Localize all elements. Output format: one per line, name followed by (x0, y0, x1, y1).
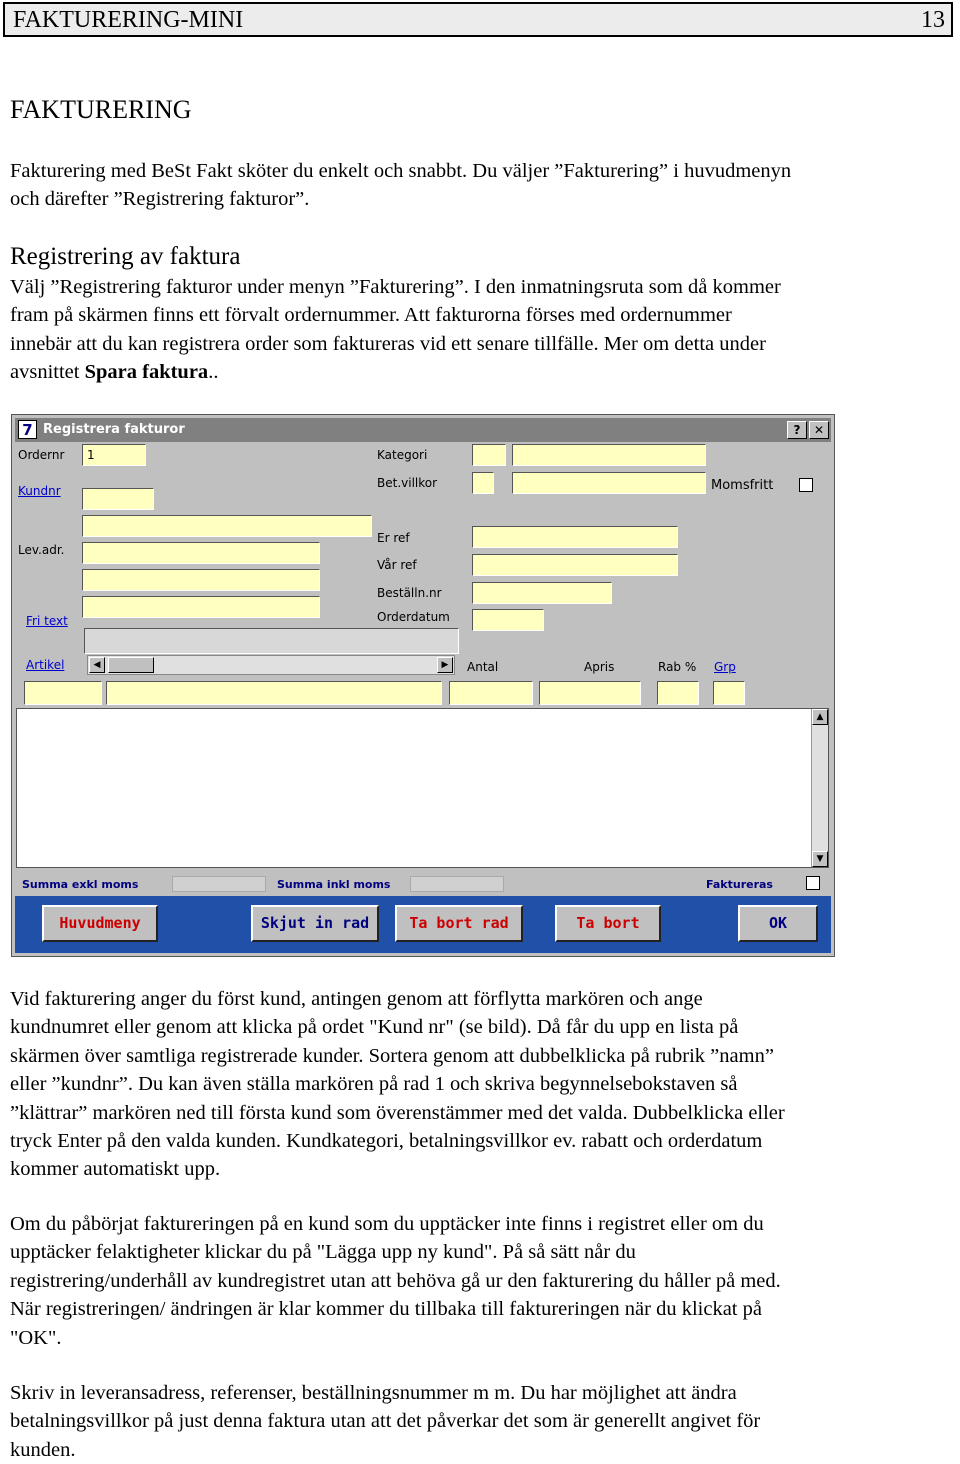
summa-exkl-field (172, 876, 266, 892)
customer-name-field[interactable] (82, 515, 372, 537)
bestallnr-label: Beställn.nr (377, 586, 442, 600)
text-line: betalningsvillkor på just denna faktura utan att det påverkar det som är generellt angivet för (10, 1410, 761, 1433)
ta-bort-rad-button[interactable]: Ta bort rad (395, 905, 523, 942)
antal-label: Antal (467, 660, 499, 674)
registration-paragraph (10, 273, 781, 387)
registrera-fakturor-window (11, 414, 835, 957)
button-bar (15, 896, 831, 953)
varref-label: Vår ref (377, 558, 417, 572)
kundnr-link[interactable]: Kundnr (18, 484, 61, 498)
scroll-down-icon[interactable]: ▼ (812, 851, 828, 867)
summa-inkl-label: Summa inkl moms (277, 878, 391, 891)
text-line: Välj ”Registrering fakturor under menyn ”Fakturering”. I den inmatningsruta som då kommer (10, 276, 781, 298)
text-line: eller ”kundnr”. Du kan även ställa markören på rad 1 och skriva begynnelsebokstaven så (10, 1073, 738, 1096)
window-titlebar (15, 418, 831, 442)
fritext-link[interactable]: Fri text (26, 614, 68, 628)
text-line: Skriv in leveransadress, referenser, beställningsnummer m m. Du har möjlighet att ändra (10, 1382, 737, 1404)
varref-field[interactable] (472, 554, 678, 576)
text-fragment: avsnittet (10, 361, 85, 384)
artikel-link[interactable]: Artikel (26, 658, 65, 672)
huvudmeny-button[interactable]: Huvudmeny (42, 905, 158, 942)
text-line: "OK". (10, 1326, 62, 1349)
apris-label: Apris (584, 660, 615, 674)
momsfritt-checkbox[interactable] (799, 478, 813, 492)
close-button[interactable]: ✕ (809, 421, 829, 439)
intro-paragraph (10, 157, 791, 214)
kategori-code-field[interactable] (472, 444, 506, 466)
summa-inkl-field (410, 876, 504, 892)
invoice-rows-list[interactable] (16, 708, 829, 868)
text-line: upptäcker felaktigheter klickar du på "Lägga upp ny kund". På så sätt når du (10, 1241, 636, 1264)
antal-field[interactable] (449, 681, 533, 705)
ok-button[interactable]: OK (738, 905, 818, 942)
app-icon: 7 (18, 420, 37, 439)
spara-faktura-ref: Spara faktura (84, 361, 209, 384)
apris-field[interactable] (539, 681, 641, 705)
rab-field[interactable] (657, 681, 699, 705)
text-line: kunden. (10, 1438, 76, 1461)
grp-field[interactable] (713, 681, 745, 705)
scroll-right-icon[interactable]: ▶ (437, 657, 453, 673)
faktureras-checkbox[interactable] (806, 876, 820, 890)
page-number: 13 (921, 7, 945, 33)
skjut-in-rad-button[interactable]: Skjut in rad (251, 905, 379, 942)
text-line: När registreringen/ ändringen är klar kommer du tillbaka till faktureringen när du klickat på (10, 1298, 762, 1321)
kategori-label: Kategori (377, 448, 428, 462)
ta-bort-button[interactable]: Ta bort (555, 905, 661, 942)
levadr-line-3[interactable] (82, 596, 320, 618)
kundnr-field[interactable] (82, 488, 154, 510)
levadr-line-1[interactable] (82, 542, 320, 564)
page-header (3, 2, 953, 37)
body-paragraph-2 (10, 1210, 781, 1352)
scroll-thumb[interactable] (108, 657, 154, 673)
faktureras-label: Faktureras (706, 878, 773, 891)
body-paragraph-1 (10, 985, 785, 1184)
orderdatum-label: Orderdatum (377, 610, 450, 624)
text-line: ”klättrar” markören ned till första kund som överenstämmer med det valda. Dubbelklicka eller (10, 1101, 785, 1124)
fritext-field[interactable] (84, 628, 459, 654)
betvillkor-code-field[interactable] (472, 472, 494, 494)
artikel-field[interactable] (24, 681, 102, 705)
text-line (10, 358, 781, 386)
text-line: kundnumret eller genom att klicka på ordet "Kund nr" (se bild). Då får du upp en lista på (10, 1016, 739, 1039)
levadr-line-2[interactable] (82, 569, 320, 591)
text-line: fram på skärmen finns ett förvalt ordernummer. Att fakturorna förses med ordernummer (10, 304, 732, 327)
text-line: skärmen över samtliga registrerade kunder. Sortera genom att dubbelklicka på rubrik ”namn” (10, 1044, 774, 1067)
text-line: Om du påbörjat faktureringen på en kund som du upptäcker inte finns i registret eller om du (10, 1213, 764, 1235)
subsection-title: Registrering av faktura (10, 243, 241, 270)
help-button[interactable]: ? (787, 421, 807, 439)
levadr-label: Lev.adr. (18, 543, 65, 557)
scroll-left-icon[interactable]: ◀ (89, 657, 105, 673)
header-title: FAKTURERING-MINI (13, 7, 244, 33)
text-fragment: .. (208, 361, 219, 384)
vertical-scrollbar[interactable] (811, 709, 828, 867)
horizontal-scrollbar[interactable] (87, 655, 455, 675)
erref-label: Er ref (377, 531, 410, 545)
betvillkor-name-field[interactable] (512, 472, 706, 494)
window-title: Registrera fakturor (43, 422, 185, 437)
text-line: och därefter ”Registrering fakturor”. (10, 188, 310, 211)
benamning-field[interactable] (106, 681, 442, 705)
erref-field[interactable] (472, 526, 678, 548)
body-paragraph-3 (10, 1379, 760, 1464)
scroll-up-icon[interactable]: ▲ (812, 709, 828, 725)
ordernr-field[interactable]: 1 (82, 444, 146, 466)
text-line: kommer automatiskt upp. (10, 1158, 221, 1181)
betvillkor-label: Bet.villkor (377, 476, 438, 490)
grp-link[interactable]: Grp (714, 660, 736, 674)
bestallnr-field[interactable] (472, 582, 612, 604)
text-line: Vid fakturering anger du först kund, antingen genom att förflytta markören och ange (10, 988, 703, 1010)
section-title: FAKTURERING (10, 95, 192, 124)
text-line: innebär att du kan registrera order som faktureras vid ett senare tillfälle. Mer om detta under (10, 332, 766, 355)
text-line: tryck Enter på den valda kunden. Kundkategori, betalningsvillkor ev. rabatt och orderdatum (10, 1130, 763, 1153)
text-line: registrering/underhåll av kundregistret utan att behöva gå ur den fakturering du håller på med. (10, 1269, 781, 1292)
rab-label: Rab % (658, 660, 697, 674)
summa-exkl-label: Summa exkl moms (22, 878, 139, 891)
momsfritt-label: Momsfritt (711, 478, 774, 493)
kategori-name-field[interactable] (512, 444, 706, 466)
ordernr-label: Ordernr (18, 448, 65, 462)
text-line: Fakturering med BeSt Fakt sköter du enkelt och snabbt. Du väljer ”Fakturering” i huvudmenyn (10, 160, 792, 182)
orderdatum-field[interactable] (472, 609, 544, 631)
